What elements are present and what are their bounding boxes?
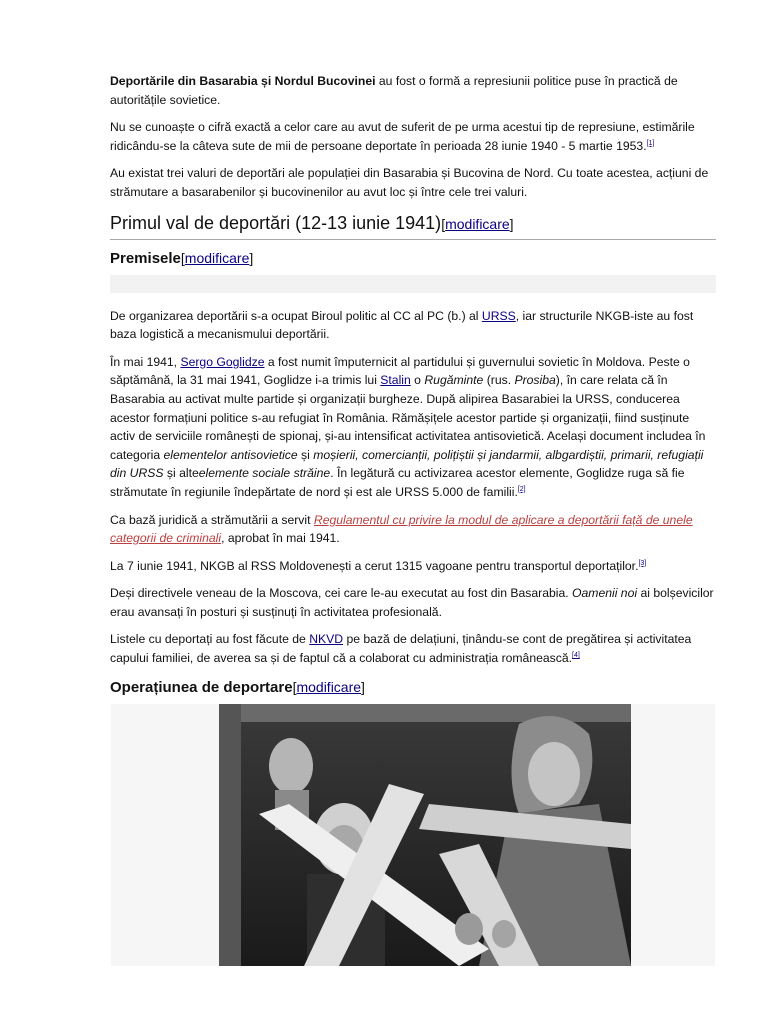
intro-paragraph-3 <box>110 164 716 201</box>
intro-paragraph-2 <box>110 118 716 155</box>
reference-2[interactable] <box>518 486 526 493</box>
reference-link-1[interactable]: [1] <box>646 139 655 147</box>
reference-4[interactable] <box>572 652 580 659</box>
text: (rus. <box>483 373 515 388</box>
text: În mai 1941, <box>110 354 181 369</box>
italic-text: Prosiba <box>514 373 556 388</box>
article-body <box>110 72 716 966</box>
photo-illustration <box>219 704 631 966</box>
reference-1[interactable] <box>647 140 655 147</box>
text: , aprobat în mai 1941. <box>221 531 340 546</box>
premise-paragraph-4 <box>110 557 716 576</box>
text: . În legătură cu activizarea acestor elemente, Goglidze ruga să fie strămutate în regiunile îndepărtate de nord și est ale URSS 5.000 de familii. <box>110 466 685 499</box>
text: o <box>410 373 425 388</box>
subsection-title: Premisele <box>110 249 181 267</box>
text: Deși directivele veneau de la Moscova, cei care le-au executat au fost din Basarabia. <box>110 586 573 601</box>
intro-text: au fost o formă a represiunii politice puse în practică de autoritățile sovietice. <box>110 74 678 107</box>
premise-paragraph-3 <box>110 511 716 548</box>
italic-text: Rugăminte <box>424 373 484 388</box>
edit-section-link[interactable]: [modificare] <box>441 215 514 232</box>
premise-paragraph-1 <box>110 307 716 344</box>
link-nkvd[interactable]: NKVD <box>309 632 344 647</box>
italic-text: elemente sociale străine <box>198 466 331 481</box>
intro-text-2: Nu se cunoaște o cifră exactă a celor care au avut de suferit de pe urma acestui tip de represiune, estimările ridicându-se la câteva sute de mii de persoane deportate în perioada 28 iunie 1940 - 5 martie 1953. <box>110 120 695 153</box>
edit-link[interactable]: modificare <box>296 678 362 695</box>
text: ai bolșevicilor erau avansați în posturi și susținuți în activitatea profesională. <box>110 586 714 619</box>
reference-link-3[interactable]: [3] <box>638 559 647 567</box>
text: și alte <box>163 466 199 481</box>
empty-notice-box <box>110 275 716 293</box>
edit-subsection-link[interactable]: [modificare] <box>292 678 365 695</box>
text: a fost numit împuternicit al partidului și guvernului sovietic în Moldova. Peste o săptămână, la 31 mai 1941, Goglidze i-a trimis lui <box>110 354 690 388</box>
text: și <box>297 447 314 462</box>
subsection-title: Operațiunea de deportare <box>110 678 293 696</box>
subsection-heading-premise <box>110 248 716 269</box>
link-sergo-goglidze[interactable]: Sergo Goglidze <box>180 354 265 369</box>
subsection-heading-operation <box>110 677 716 698</box>
text: , iar structurile NKGB-iste au fost baza logistică a mecanismului deportării. <box>110 308 694 342</box>
deportation-photo[interactable] <box>111 704 715 966</box>
text: Ca bază juridică a strămutării a servit <box>110 512 314 527</box>
intro-lead: Deportările din Basarabia și Nordul Bucovinei <box>110 74 376 88</box>
premise-paragraph-5 <box>110 584 716 621</box>
edit-link[interactable]: modificare <box>184 249 250 266</box>
link-urss[interactable]: URSS <box>481 308 516 323</box>
section-heading-first-wave <box>110 211 716 240</box>
intro-text-3: Au existat trei valuri de deportări ale populației din Basarabia și Bucovina de Nord. Cu toate acestea, acțiuni de strămutare a basarabenilor și bucovinenilor au avut loc și între cele trei valuri. <box>110 166 709 199</box>
edit-subsection-link[interactable]: [modificare] <box>180 249 254 266</box>
italic-text: Oamenii noi <box>572 586 638 601</box>
section-title: Primul val de deportări (12-13 iunie 1941) <box>110 212 442 233</box>
intro-paragraph-1 <box>110 72 716 109</box>
italic-text: elementelor antisovietice <box>163 447 298 462</box>
text: De organizarea deportării s-a ocupat Biroul politic al CC al PC (b.) al <box>110 308 482 323</box>
premise-paragraph-6 <box>110 630 716 667</box>
reference-link-4[interactable]: [4] <box>572 652 580 659</box>
italic-text: moșierii, comercianții, polițiștii și jandarmii, albgardiștii, primarii, refugiații din URSS <box>110 447 704 481</box>
text: ), în care relata că în Basarabia au activat multe partide și organizații burgheze. După alipirea Basarabiei la URSS, conducerea acestor formațiuni politice s-au refugiat în România. Rămășițele acestor partide și organizații, fiind susținute activ de serviciile românești de spionaj, și-au intensificat activitatea antisovietică. Același document includea în categoria <box>110 373 706 462</box>
premise-paragraph-2 <box>110 353 716 502</box>
text: pe bază de delațiuni, ținându-se cont de pregătirea și activitatea capului familiei, de averea sa și de faptul că a colaborat cu administrația românească. <box>110 632 692 666</box>
reference-3[interactable] <box>638 560 646 567</box>
text: Listele cu deportați au fost făcute de <box>110 632 310 647</box>
link-regulation[interactable]: Regulamentul cu privire la modul de aplicare a deportării față de unele categorii de criminali <box>110 512 693 546</box>
edit-link[interactable]: modificare <box>445 215 510 232</box>
reference-link-2[interactable]: [2] <box>517 485 526 493</box>
link-stalin[interactable]: Stalin <box>380 373 411 388</box>
text: La 7 iunie 1941, NKGB al RSS Moldovenești a cerut 1315 vagoane pentru transportul deportaților. <box>110 558 639 573</box>
